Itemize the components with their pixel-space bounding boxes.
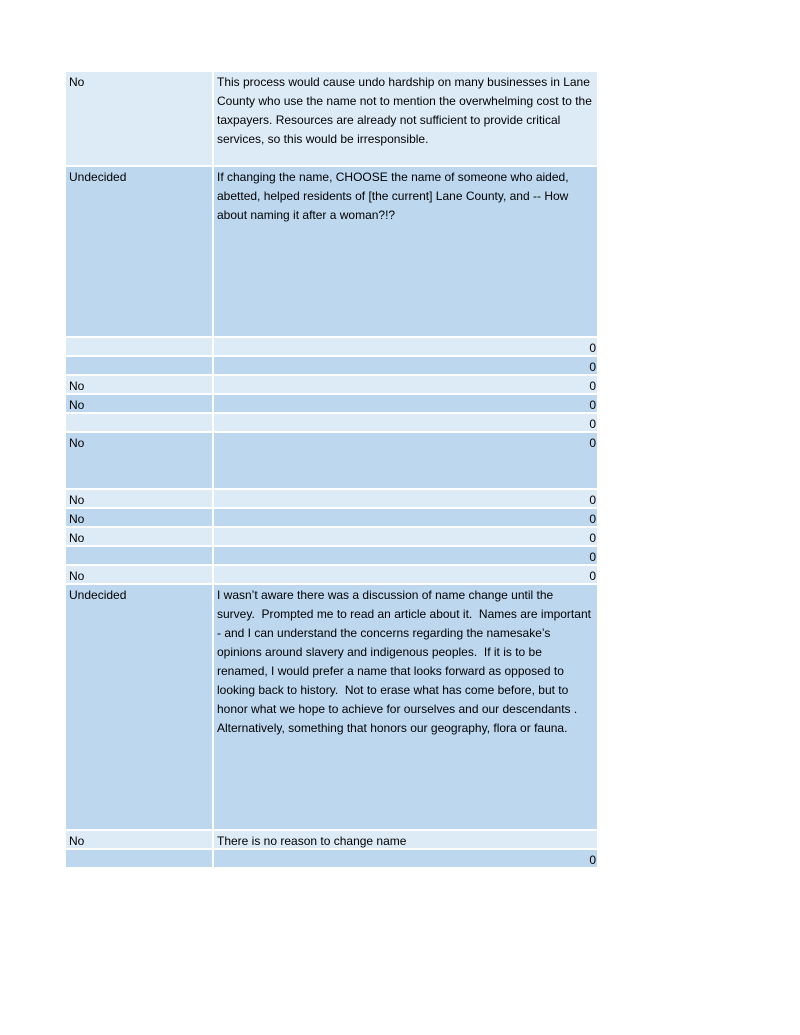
table-row [66, 357, 597, 376]
response-cell: No [66, 490, 214, 507]
comment-cell: This process would cause undo hardship on many businesses in Lane County who use the name not to mention the overwhelming cost to the taxpayers. Resources are already not sufficient to provide critical services, so this would be irresponsible. [214, 72, 597, 165]
comment-cell: 0 [214, 850, 597, 867]
comment-cell: 0 [214, 357, 597, 374]
table-row [66, 509, 597, 528]
response-cell: No [66, 72, 214, 165]
comment-cell: I wasn’t aware there was a discussion of name change until the survey. Prompted me to read an article about it. Names are important - and I can understand the concerns regarding the namesake’s opinions around slavery and indigenous peoples. If it is to be renamed, I would prefer a name that looks forward as opposed to looking back to history. Not to erase what has come before, but to honor what we hope to achieve for ourselves and our descendants . Alternatively, something that honors our geography, flora or fauna. [214, 585, 597, 829]
table-row [66, 167, 597, 338]
response-cell: No [66, 509, 214, 526]
response-cell: No [66, 566, 214, 583]
table-row [66, 338, 597, 357]
table-row [66, 850, 597, 869]
table-row [66, 566, 597, 585]
comment-cell: 0 [214, 509, 597, 526]
table-row [66, 433, 597, 490]
response-cell: No [66, 528, 214, 545]
response-cell [66, 414, 214, 431]
table-row [66, 490, 597, 509]
comment-cell: 0 [214, 433, 597, 488]
comment-cell: 0 [214, 528, 597, 545]
table-row [66, 585, 597, 831]
table-row [66, 395, 597, 414]
response-cell [66, 547, 214, 564]
comment-cell: 0 [214, 547, 597, 564]
table-row [66, 72, 597, 167]
response-cell: No [66, 376, 214, 393]
survey-table [66, 72, 597, 869]
response-cell [66, 338, 214, 355]
response-cell: No [66, 395, 214, 412]
comment-cell: 0 [214, 376, 597, 393]
table-row [66, 547, 597, 566]
table-row [66, 376, 597, 395]
response-cell: No [66, 433, 214, 488]
comment-cell: 0 [214, 490, 597, 507]
table-row [66, 528, 597, 547]
response-cell: Undecided [66, 167, 214, 336]
response-cell [66, 357, 214, 374]
response-cell: Undecided [66, 585, 214, 829]
comment-cell: 0 [214, 566, 597, 583]
table-row [66, 414, 597, 433]
comment-cell: 0 [214, 338, 597, 355]
comment-cell: There is no reason to change name [214, 831, 597, 848]
response-cell: No [66, 831, 214, 848]
comment-cell: If changing the name, CHOOSE the name of someone who aided, abetted, helped residents of [the current] Lane County, and -- How about naming it after a woman?!? [214, 167, 597, 336]
table-row [66, 831, 597, 850]
response-cell [66, 850, 214, 867]
comment-cell: 0 [214, 414, 597, 431]
comment-cell: 0 [214, 395, 597, 412]
